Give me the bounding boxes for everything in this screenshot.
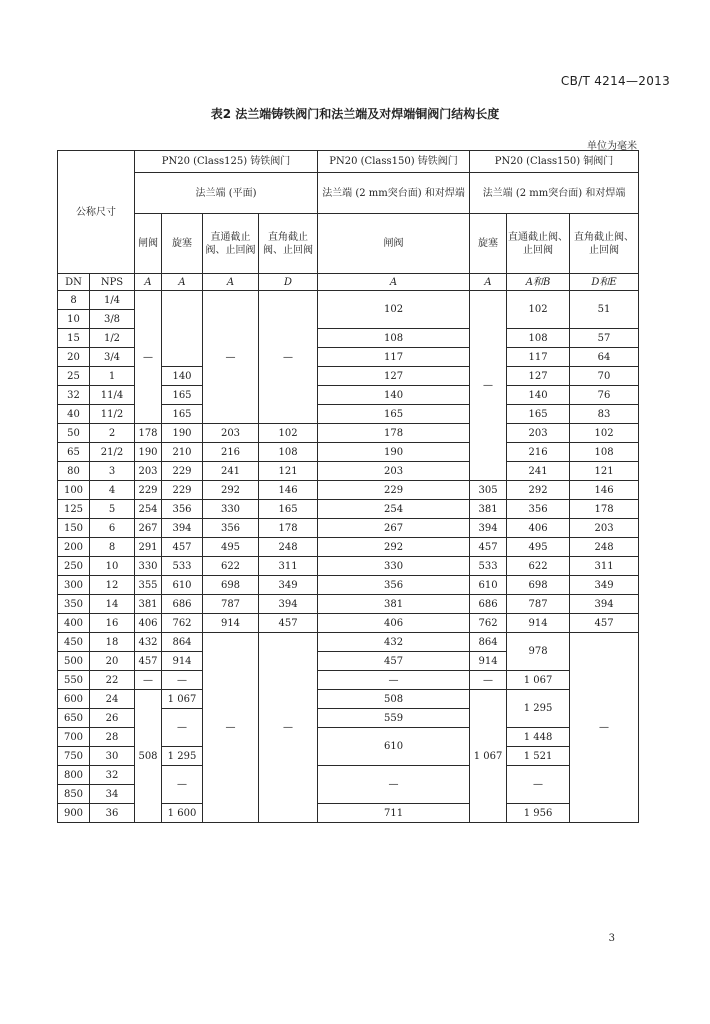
cell-dn: 10 <box>58 310 90 329</box>
cell-dn: 15 <box>58 329 90 348</box>
table-cell: 432 <box>135 633 162 652</box>
table-cell: 1 521 <box>507 747 570 766</box>
table-cell: 267 <box>135 519 162 538</box>
cell-nps: 10 <box>90 557 135 576</box>
table-cell: 1 067 <box>507 671 570 690</box>
col-gate-2: 闸阀 <box>318 214 470 274</box>
table-cell: 457 <box>162 538 203 557</box>
table-cell: 457 <box>135 652 162 671</box>
table-cell: 349 <box>259 576 318 595</box>
table-cell: — <box>318 766 470 804</box>
group2-subtitle: 法兰端 (2 mm突台面) 和对焊端 <box>318 173 470 214</box>
cell-nps: 11/2 <box>90 405 135 424</box>
cell-dash: — <box>203 633 259 823</box>
cell-nps: 1/4 <box>90 291 135 310</box>
cell-nps: 26 <box>90 709 135 728</box>
cell-nps: 6 <box>90 519 135 538</box>
table-cell: 559 <box>318 709 470 728</box>
table-cell: 146 <box>259 481 318 500</box>
sym-d: D <box>259 274 318 291</box>
table-cell: 216 <box>203 443 259 462</box>
table-cell: 508 <box>135 690 162 823</box>
table-cell: 241 <box>507 462 570 481</box>
table-cell: 394 <box>162 519 203 538</box>
cell-nps: 3/4 <box>90 348 135 367</box>
sym-a: A <box>162 274 203 291</box>
table-cell: 229 <box>162 481 203 500</box>
table-cell: 102 <box>507 291 570 329</box>
table-cell: 140 <box>162 367 203 386</box>
table-cell: 394 <box>470 519 507 538</box>
cell-nps: 21/2 <box>90 443 135 462</box>
table-cell: 190 <box>318 443 470 462</box>
table-row <box>58 443 639 462</box>
cell-dn: 200 <box>58 538 90 557</box>
cell-nps: 30 <box>90 747 135 766</box>
cell-dn: 700 <box>58 728 90 747</box>
table-cell: 622 <box>203 557 259 576</box>
sym-a-b: A和B <box>507 274 570 291</box>
table-cell: 190 <box>135 443 162 462</box>
table-cell: 914 <box>507 614 570 633</box>
table-cell: 210 <box>162 443 203 462</box>
table-cell: 178 <box>259 519 318 538</box>
group1-title: PN20 (Class125) 铸铁阀门 <box>135 151 318 173</box>
table-row <box>58 481 639 500</box>
cell-nps: 24 <box>90 690 135 709</box>
table-cell: 165 <box>318 405 470 424</box>
cell-nps: 1/2 <box>90 329 135 348</box>
cell-nps: 32 <box>90 766 135 785</box>
table-cell: 610 <box>318 728 470 766</box>
table-row <box>58 538 639 557</box>
table-cell: 165 <box>162 386 203 405</box>
cell-dn: 350 <box>58 595 90 614</box>
table-row <box>58 614 639 633</box>
col-gate: 闸阀 <box>135 214 162 274</box>
table-cell: 457 <box>318 652 470 671</box>
table-cell: 330 <box>318 557 470 576</box>
table-cell: 292 <box>507 481 570 500</box>
table-cell: 457 <box>259 614 318 633</box>
cell-nps: 3 <box>90 462 135 481</box>
sym-a: A <box>318 274 470 291</box>
table-cell: 495 <box>507 538 570 557</box>
table-cell: 229 <box>318 481 470 500</box>
table-cell: 787 <box>203 595 259 614</box>
table-cell: 267 <box>318 519 470 538</box>
cell-nps: 3/8 <box>90 310 135 329</box>
cell-dn: 32 <box>58 386 90 405</box>
table-cell: — <box>162 766 203 804</box>
table-cell: 381 <box>470 500 507 519</box>
table-cell: 349 <box>570 576 639 595</box>
table-cell: 762 <box>470 614 507 633</box>
sym-a: A <box>203 274 259 291</box>
table-cell: 64 <box>570 348 639 367</box>
table-cell: 381 <box>318 595 470 614</box>
group3-subtitle: 法兰端 (2 mm突台面) 和对焊端 <box>470 173 639 214</box>
table-cell: 83 <box>570 405 639 424</box>
table-cell: 533 <box>470 557 507 576</box>
table-cell: 1 600 <box>162 804 203 823</box>
cell-dash: — <box>259 633 318 823</box>
table-cell: 356 <box>318 576 470 595</box>
table-cell: 70 <box>570 367 639 386</box>
sym-d-e: D和E <box>570 274 639 291</box>
table-cell: 1 295 <box>162 747 203 766</box>
cell-dn: 80 <box>58 462 90 481</box>
unit-note: 单位为毫米 <box>587 141 637 152</box>
table-cell: 254 <box>318 500 470 519</box>
cell-dash: — <box>203 291 259 424</box>
table-row <box>58 424 639 443</box>
valve-length-table <box>57 150 639 823</box>
cell-nps: 28 <box>90 728 135 747</box>
table-cell: 203 <box>318 462 470 481</box>
table-cell: 711 <box>318 804 470 823</box>
col-angle-globe-3: 直角截止阀、止回阀 <box>570 214 639 274</box>
col-straight-globe: 直通截止阀、止回阀 <box>203 214 259 274</box>
cell-dn: 40 <box>58 405 90 424</box>
table-cell: 165 <box>162 405 203 424</box>
table-cell: 406 <box>507 519 570 538</box>
cell-dn: 400 <box>58 614 90 633</box>
cell-nps: 16 <box>90 614 135 633</box>
table-cell: — <box>470 671 507 690</box>
table-cell: 216 <box>507 443 570 462</box>
table-cell: — <box>162 709 203 747</box>
cell-nps: 22 <box>90 671 135 690</box>
table-cell: 127 <box>318 367 470 386</box>
cell-nps: 14 <box>90 595 135 614</box>
table-cell: 108 <box>507 329 570 348</box>
table-cell: 394 <box>570 595 639 614</box>
table-cell: 203 <box>570 519 639 538</box>
col-plug-3: 旋塞 <box>470 214 507 274</box>
table-cell: 356 <box>507 500 570 519</box>
cell-dn: 300 <box>58 576 90 595</box>
cell-nps: 4 <box>90 481 135 500</box>
table-cell: 248 <box>570 538 639 557</box>
table-cell: — <box>318 671 470 690</box>
table-cell: 117 <box>318 348 470 367</box>
table-cell: 165 <box>507 405 570 424</box>
table-cell: 1 956 <box>507 804 570 823</box>
col-straight-globe-3: 直通截止阀、止回阀 <box>507 214 570 274</box>
table-cell: 311 <box>570 557 639 576</box>
table-cell: 406 <box>318 614 470 633</box>
col-plug: 旋塞 <box>162 214 203 274</box>
page-number: 3 <box>608 933 615 944</box>
header-row <box>58 151 639 173</box>
table-title: 表2 法兰端铸铁阀门和法兰端及对焊端铜阀门结构长度 <box>210 107 500 121</box>
table-cell: 432 <box>318 633 470 652</box>
table-cell: 495 <box>203 538 259 557</box>
table-row <box>58 690 639 709</box>
table-cell: 203 <box>507 424 570 443</box>
cell-nps: 1 <box>90 367 135 386</box>
table-cell: — <box>162 671 203 690</box>
cell-nps: 36 <box>90 804 135 823</box>
table-cell: 610 <box>162 576 203 595</box>
cell-dn: 250 <box>58 557 90 576</box>
group1-subtitle: 法兰端 (平面) <box>135 173 318 214</box>
cell-dn: 850 <box>58 785 90 804</box>
cell-nps: 11/4 <box>90 386 135 405</box>
table-cell: 76 <box>570 386 639 405</box>
table-cell: 864 <box>162 633 203 652</box>
table-cell: 864 <box>470 633 507 652</box>
table-cell: 330 <box>135 557 162 576</box>
table-cell: 203 <box>135 462 162 481</box>
cell-nps: 2 <box>90 424 135 443</box>
cell-nps: 12 <box>90 576 135 595</box>
cell-dash: — <box>470 291 507 481</box>
table-cell: 102 <box>570 424 639 443</box>
group3-title: PN20 (Class150) 铜阀门 <box>470 151 639 173</box>
table-cell: 978 <box>507 633 570 671</box>
cell-dn: 25 <box>58 367 90 386</box>
table-cell: 311 <box>259 557 318 576</box>
table-cell: 686 <box>162 595 203 614</box>
cell-dn: 600 <box>58 690 90 709</box>
table-cell: 102 <box>318 291 470 329</box>
table-row <box>58 500 639 519</box>
table-cell: 1 448 <box>507 728 570 747</box>
table-cell: 457 <box>570 614 639 633</box>
table-cell: 292 <box>318 538 470 557</box>
table-cell: 533 <box>162 557 203 576</box>
table-cell: 355 <box>135 576 162 595</box>
cell-nps: 34 <box>90 785 135 804</box>
table-cell: 229 <box>135 481 162 500</box>
table-row <box>58 633 639 652</box>
cell-dash: — <box>570 633 639 823</box>
table-cell: 457 <box>470 538 507 557</box>
cell-dn: 125 <box>58 500 90 519</box>
table-cell: 698 <box>507 576 570 595</box>
table-cell: 178 <box>318 424 470 443</box>
table-cell: 356 <box>203 519 259 538</box>
cell-dn: 900 <box>58 804 90 823</box>
table-cell: 305 <box>470 481 507 500</box>
cell-empty <box>162 291 203 367</box>
table-cell: 108 <box>318 329 470 348</box>
table-cell: 914 <box>470 652 507 671</box>
table-cell: 508 <box>318 690 470 709</box>
table-cell: — <box>135 671 162 690</box>
table-cell: 102 <box>259 424 318 443</box>
cell-nps: 18 <box>90 633 135 652</box>
table-cell: 254 <box>135 500 162 519</box>
table-cell: 698 <box>203 576 259 595</box>
table-cell: 57 <box>570 329 639 348</box>
table-cell: 146 <box>570 481 639 500</box>
table-cell: 121 <box>570 462 639 481</box>
table-row <box>58 671 639 690</box>
table-cell: 1 067 <box>162 690 203 709</box>
table-cell: 248 <box>259 538 318 557</box>
cell-dn: 550 <box>58 671 90 690</box>
table-cell: 406 <box>135 614 162 633</box>
table-row <box>58 557 639 576</box>
cell-dn: 50 <box>58 424 90 443</box>
table-cell: 190 <box>162 424 203 443</box>
table-row <box>58 595 639 614</box>
cell-dash: — <box>259 291 318 424</box>
table-cell: 356 <box>162 500 203 519</box>
cell-dash: — <box>135 291 162 424</box>
table-cell: 914 <box>162 652 203 671</box>
cell-dn: 450 <box>58 633 90 652</box>
cell-dn: 750 <box>58 747 90 766</box>
table-cell: — <box>507 766 570 804</box>
sym-a: A <box>135 274 162 291</box>
standard-code: CB/T 4214—2013 <box>560 74 670 88</box>
table-cell: 330 <box>203 500 259 519</box>
table-cell: 121 <box>259 462 318 481</box>
header-row <box>58 173 639 214</box>
table-cell: 1 067 <box>470 690 507 823</box>
table-cell: 622 <box>507 557 570 576</box>
cell-nps: 8 <box>90 538 135 557</box>
table-cell: 292 <box>203 481 259 500</box>
table-cell: 203 <box>203 424 259 443</box>
table-row <box>58 519 639 538</box>
sym-a: A <box>470 274 507 291</box>
nominal-size-header: 公称尺寸 <box>58 151 135 274</box>
cell-dn: 20 <box>58 348 90 367</box>
table-cell: 686 <box>470 595 507 614</box>
table-cell: 51 <box>570 291 639 329</box>
table-cell: 165 <box>259 500 318 519</box>
table-cell: 381 <box>135 595 162 614</box>
table-cell: 787 <box>507 595 570 614</box>
cell-dn: 150 <box>58 519 90 538</box>
cell-dn: 65 <box>58 443 90 462</box>
table-cell: 229 <box>162 462 203 481</box>
col-angle-globe: 直角截止阀、止回阀 <box>259 214 318 274</box>
table-row <box>58 291 639 310</box>
table-cell: 291 <box>135 538 162 557</box>
table-cell: 178 <box>570 500 639 519</box>
table-cell: 178 <box>135 424 162 443</box>
table-cell: 108 <box>570 443 639 462</box>
table-cell: 140 <box>507 386 570 405</box>
cell-dn: 500 <box>58 652 90 671</box>
table-cell: 127 <box>507 367 570 386</box>
sym-dn: DN <box>58 274 90 291</box>
cell-dn: 800 <box>58 766 90 785</box>
table-cell: 117 <box>507 348 570 367</box>
table-cell: 1 295 <box>507 690 570 728</box>
cell-dn: 100 <box>58 481 90 500</box>
table-row <box>58 576 639 595</box>
table-cell: 610 <box>470 576 507 595</box>
cell-dn: 650 <box>58 709 90 728</box>
table-cell: 762 <box>162 614 203 633</box>
header-row <box>58 214 639 274</box>
cell-dn: 8 <box>58 291 90 310</box>
group2-title: PN20 (Class150) 铸铁阀门 <box>318 151 470 173</box>
table-cell: 140 <box>318 386 470 405</box>
table-cell: 394 <box>259 595 318 614</box>
sym-nps: NPS <box>90 274 135 291</box>
table-cell: 241 <box>203 462 259 481</box>
header-row <box>58 274 639 291</box>
table-cell: 914 <box>203 614 259 633</box>
cell-nps: 5 <box>90 500 135 519</box>
table-row <box>58 462 639 481</box>
cell-nps: 20 <box>90 652 135 671</box>
table-cell: 108 <box>259 443 318 462</box>
